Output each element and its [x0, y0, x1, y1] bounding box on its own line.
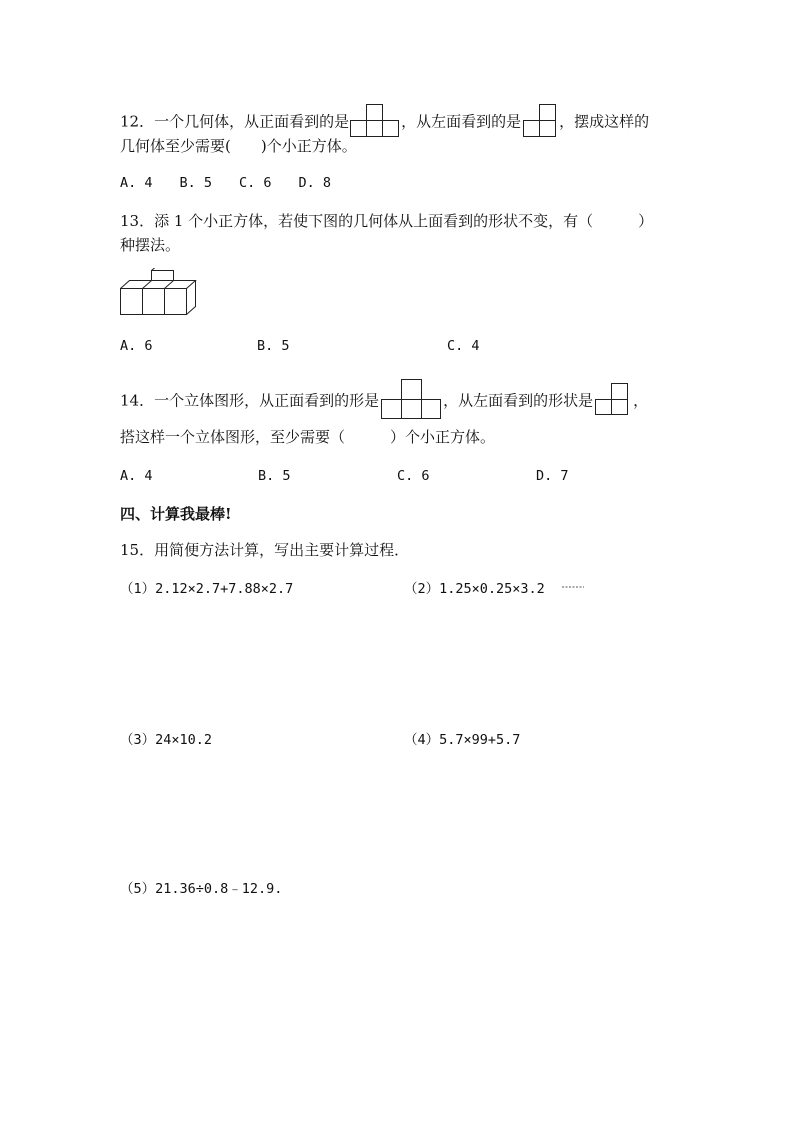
q14-front-view-figure	[379, 378, 443, 425]
q15-problem-3: （3）24×10.2	[120, 732, 213, 748]
q13-option-c: C. 4	[447, 338, 480, 354]
q13-cube-figure	[118, 268, 198, 318]
q12-line2: 几何体至少需要( )个小正方体。	[120, 137, 357, 155]
q15-problem-2: （2）1.25×0.25×3.2	[404, 581, 545, 597]
q13-option-a: A. 6	[120, 338, 153, 354]
q12-options: A. 4 B. 5 C. 6 D. 8	[120, 175, 332, 191]
q14-option-d: D. 7	[536, 468, 569, 484]
q14-text-part2: ，从左面看到的形状是	[443, 391, 594, 410]
q12-text-part3: ，摆成这样的	[559, 112, 650, 131]
q14-option-a: A. 4	[120, 468, 153, 484]
q14-line1	[120, 378, 648, 425]
q12-text-part2: ，从左面看到的是	[401, 112, 522, 131]
q14-text-part3: ，	[633, 391, 649, 410]
q13-option-b: B. 5	[257, 338, 290, 354]
q15-problem-5: （5）21.36÷0.8﹣12.9.	[120, 881, 283, 897]
q12-text-part1: 12．一个几何体，从正面看到的是	[120, 112, 350, 131]
q13-line2: 种摆法。	[120, 236, 181, 254]
q12-left-view-figure	[521, 103, 559, 142]
q15-problem-1: （1）2.12×2.7+7.88×2.7	[120, 581, 294, 597]
q14-text-part1: 14．一个立体图形，从正面看到的形是	[120, 391, 380, 410]
q15-prompt: 15．用简便方法计算，写出主要计算过程．	[120, 541, 410, 559]
q14-left-view-figure	[593, 382, 633, 421]
q15-problem-4: （4）5.7×99+5.7	[404, 732, 521, 748]
section4-heading: 四、计算我最棒!	[120, 505, 232, 523]
dotted-mark	[562, 585, 584, 589]
q14-option-c: C. 6	[397, 468, 430, 484]
q14-line2: 搭这样一个立体图形，至少需要（ ）个小正方体。	[120, 428, 496, 446]
q13-line1: 13．添 1 个小正方体，若使下图的几何体从上面看到的形状不变，有（ ）	[120, 212, 654, 230]
q12-front-view-figure	[349, 103, 401, 142]
q14-option-b: B. 5	[258, 468, 291, 484]
